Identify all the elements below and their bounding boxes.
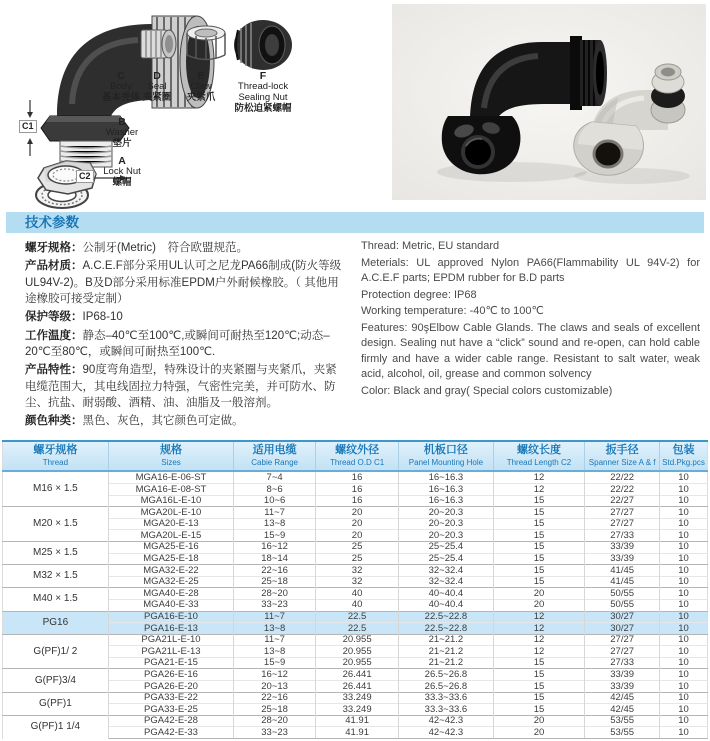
- table-row: [3, 715, 708, 727]
- table-cell: 20: [493, 715, 585, 727]
- table-cell: 32: [316, 576, 399, 588]
- spec-line-zh: 螺牙规格：公制牙(Metric) 符合欧盟规范。: [25, 242, 248, 254]
- table-row: [3, 530, 708, 542]
- column-header: 机板口径 Panel Mounting Hole: [399, 441, 493, 471]
- table-cell: 15: [493, 669, 585, 681]
- table-cell: 20~13: [234, 681, 316, 693]
- table-cell: 33~23: [234, 599, 316, 611]
- table-row: [3, 553, 708, 565]
- table-cell: 40: [316, 599, 399, 611]
- table-cell: MGA16-E-06-ST: [108, 471, 233, 483]
- table-cell: 10: [660, 646, 708, 658]
- spec-line-zh: 产品特性：90度弯角造型，特殊设计的夹紧圈与夹紧爪，夹紧电缆范围大，其电线固拉力特强，气密性完美，并可防水、防尘、抗盐、耐弱酸、酒精、油、油脂及一般溶剂。: [25, 364, 337, 409]
- dim-label-c2: C2: [76, 170, 94, 183]
- table-cell: PGA26-E-20: [108, 681, 233, 693]
- table-cell: 15: [493, 576, 585, 588]
- table-cell: 25~18: [234, 576, 316, 588]
- table-cell: 22~16: [234, 565, 316, 577]
- table-cell: 15~9: [234, 657, 316, 669]
- column-header: 包装 Std.Pkg.pcs: [660, 441, 708, 471]
- table-cell: 20: [316, 530, 399, 542]
- table-cell: 42~42.3: [399, 727, 493, 739]
- table-cell: 16~12: [234, 541, 316, 553]
- spec-line-en: Protection degree: IP68: [361, 288, 477, 301]
- table-cell: 22.5: [316, 611, 399, 623]
- table-row: [3, 495, 708, 507]
- table-cell: MGA32-E-25: [108, 576, 233, 588]
- table-cell: 13~8: [234, 646, 316, 658]
- table-header-row: [3, 441, 708, 471]
- table-row: [3, 681, 708, 693]
- table-cell: 25~25.4: [399, 553, 493, 565]
- table-cell: 21~21.2: [399, 657, 493, 669]
- table-cell: PGA21L-E-13: [108, 646, 233, 658]
- table-cell: PGA33-E-22: [108, 692, 233, 704]
- spec-line-zh: 颜色种类：黑色、灰色，其它颜色可定做。: [25, 415, 244, 428]
- table-cell: 22.5: [316, 623, 399, 635]
- table-row: [3, 599, 708, 611]
- thread-group-cell: M16 × 1.5: [3, 471, 109, 506]
- spec-line-en: Color: Black and gray( Special colors customizable): [361, 384, 613, 397]
- table-cell: MGA25-E-18: [108, 553, 233, 565]
- spec-line-zh: 产品材质：A.C.E.F部分采用UL认可之尼龙PA66制成(防火等级UL94V-2)。B及D部分采用标准EPDM户外耐候橡胶。（ 其他用途橡胶可接受定制）: [25, 260, 342, 305]
- table-cell: 32~32.4: [399, 576, 493, 588]
- table-cell: 26.5~26.8: [399, 681, 493, 693]
- table-cell: 15: [493, 507, 585, 519]
- table-cell: 50/55: [585, 599, 660, 611]
- table-cell: 22.5~22.8: [399, 623, 493, 635]
- table-row: [3, 669, 708, 681]
- table-cell: 20.955: [316, 634, 399, 646]
- table-cell: 25: [316, 553, 399, 565]
- table-row: [3, 623, 708, 635]
- table-row: [3, 727, 708, 739]
- table-row: [3, 704, 708, 716]
- table-cell: 27/27: [585, 507, 660, 519]
- table-row: [3, 646, 708, 658]
- table-cell: 10: [660, 588, 708, 600]
- table-cell: 41.91: [316, 715, 399, 727]
- table-cell: 11~7: [234, 507, 316, 519]
- table-cell: 12: [493, 634, 585, 646]
- table-cell: 27/33: [585, 657, 660, 669]
- parts-line-art: [0, 0, 392, 212]
- table-cell: MGA40-E-33: [108, 599, 233, 611]
- part-label-f: F Thread-lock Sealing Nut 防松迫紧螺帽: [234, 70, 292, 114]
- table-cell: 10: [660, 576, 708, 588]
- section-title: 技术参数: [25, 215, 79, 230]
- table-cell: 13~8: [234, 518, 316, 530]
- thread-group-cell: G(PF)1: [3, 692, 109, 715]
- part-label-e: E Claw 夹紧爪: [186, 70, 216, 103]
- table-cell: MGA25-E-16: [108, 541, 233, 553]
- table-cell: PGA33-E-25: [108, 704, 233, 716]
- table-cell: 16~16.3: [399, 495, 493, 507]
- table-cell: MGA20L-E-15: [108, 530, 233, 542]
- table-cell: 30/27: [585, 623, 660, 635]
- table-cell: 12: [493, 483, 585, 495]
- table-cell: PGA16-E-10: [108, 611, 233, 623]
- table-cell: 15: [493, 495, 585, 507]
- table-cell: 10: [660, 623, 708, 635]
- table-cell: 53/55: [585, 715, 660, 727]
- table-cell: 12: [493, 471, 585, 483]
- table-cell: 33.249: [316, 704, 399, 716]
- table-cell: 28~20: [234, 715, 316, 727]
- table-cell: 8~6: [234, 483, 316, 495]
- column-header: 螺纹外径 Thread O.D C1: [316, 441, 399, 471]
- table-cell: 22.5~22.8: [399, 611, 493, 623]
- table-cell: 15: [493, 565, 585, 577]
- table-cell: 32~32.4: [399, 565, 493, 577]
- table-cell: 10: [660, 669, 708, 681]
- table-row: [3, 657, 708, 669]
- table-cell: 16: [316, 495, 399, 507]
- spec-line-en: Features: 90şElbow Cable Glands. The claws and seals of excellent design. Sealing nut have a “click” sound and re-open, can hold cable firmly and have a wider cable range. Resistant to salt water, weak acid, alcohol, oil, grease and common solvency: [361, 321, 700, 380]
- table-row: [3, 588, 708, 600]
- table-cell: 22/22: [585, 471, 660, 483]
- table-cell: 12: [493, 611, 585, 623]
- table-cell: 16~12: [234, 669, 316, 681]
- table-cell: 16: [316, 471, 399, 483]
- section-header-bar: [6, 212, 704, 233]
- part-label-b: B Washer 垫片: [105, 116, 139, 149]
- table-cell: 50/55: [585, 588, 660, 600]
- table-cell: 41/45: [585, 565, 660, 577]
- table-cell: 25~18: [234, 704, 316, 716]
- table-cell: 10: [660, 483, 708, 495]
- table-cell: 15: [493, 692, 585, 704]
- table-cell: PGA42-E-33: [108, 727, 233, 739]
- table-cell: 10: [660, 565, 708, 577]
- table-cell: 33/39: [585, 669, 660, 681]
- table-cell: 15: [493, 553, 585, 565]
- column-header: 螺牙规格 Thread: [3, 441, 109, 471]
- table-cell: 10: [660, 471, 708, 483]
- table-cell: 26.441: [316, 681, 399, 693]
- column-header: 螺纹长度 Thread Length C2: [493, 441, 585, 471]
- table-cell: 32: [316, 565, 399, 577]
- part-label-a: A Lock Nut 螺帽: [103, 155, 141, 188]
- table-cell: MGA16L-E-10: [108, 495, 233, 507]
- table-row: [3, 576, 708, 588]
- table-cell: 10: [660, 634, 708, 646]
- table-cell: 27/33: [585, 530, 660, 542]
- table-cell: 20~20.3: [399, 518, 493, 530]
- table-cell: 10: [660, 715, 708, 727]
- table-cell: 40~40.4: [399, 599, 493, 611]
- table-cell: 53/55: [585, 727, 660, 739]
- table-cell: 20: [316, 518, 399, 530]
- table-cell: 10: [660, 495, 708, 507]
- thread-group-cell: G(PF)1/ 2: [3, 634, 109, 669]
- table-cell: 21~21.2: [399, 634, 493, 646]
- table-row: [3, 518, 708, 530]
- spec-line-en: Meterials: UL approved Nylon PA66(Flammability UL 94V-2) for A.C.E.F parts; EPDM rubber for B.D parts: [361, 256, 700, 284]
- table-cell: 22~16: [234, 692, 316, 704]
- table-cell: 12: [493, 646, 585, 658]
- table-row: [3, 634, 708, 646]
- table-cell: 10: [660, 611, 708, 623]
- spec-text-english: [361, 239, 700, 432]
- table-cell: 33~23: [234, 727, 316, 739]
- table-cell: 10: [660, 692, 708, 704]
- table-cell: 28~20: [234, 588, 316, 600]
- column-header: 适用电缆 Cabie Range: [234, 441, 316, 471]
- spec-text-section: [0, 239, 710, 432]
- table-cell: MGA16-E-08-ST: [108, 483, 233, 495]
- table-cell: MGA20L-E-10: [108, 507, 233, 519]
- table-row: [3, 507, 708, 519]
- table-cell: 25: [316, 541, 399, 553]
- table-cell: 33.3~33.6: [399, 704, 493, 716]
- table-cell: 10: [660, 681, 708, 693]
- table-cell: 10: [660, 553, 708, 565]
- table-cell: 41/45: [585, 576, 660, 588]
- table-cell: 20: [493, 727, 585, 739]
- table-cell: 15: [493, 541, 585, 553]
- table-cell: 33/39: [585, 541, 660, 553]
- table-row: [3, 471, 708, 483]
- table-cell: 26.441: [316, 669, 399, 681]
- table-cell: MGA20-E-13: [108, 518, 233, 530]
- column-header: 规格 Sizes: [108, 441, 233, 471]
- table-cell: 11~7: [234, 611, 316, 623]
- table-cell: 15: [493, 681, 585, 693]
- table-cell: 20: [493, 588, 585, 600]
- thread-group-cell: M25 × 1.5: [3, 541, 109, 564]
- dim-label-c1: C1: [19, 120, 37, 133]
- table-cell: 10: [660, 704, 708, 716]
- table-cell: 20.955: [316, 646, 399, 658]
- exploded-parts-diagram: [0, 0, 392, 212]
- table-cell: 10: [660, 541, 708, 553]
- table-cell: 15: [493, 518, 585, 530]
- table-cell: 27/27: [585, 634, 660, 646]
- table-cell: MGA32-E-22: [108, 565, 233, 577]
- table-cell: 15: [493, 704, 585, 716]
- table-cell: 41.91: [316, 727, 399, 739]
- table-cell: 33.249: [316, 692, 399, 704]
- table-cell: 40~40.4: [399, 588, 493, 600]
- part-label-c: C Body 基本壳体: [101, 70, 140, 103]
- table-cell: 10~6: [234, 495, 316, 507]
- table-cell: 42~42.3: [399, 715, 493, 727]
- column-header: 扳手径 Spanner Size A & f: [585, 441, 660, 471]
- table-row: [3, 483, 708, 495]
- part-label-d: D Seal 夹紧圈: [142, 70, 172, 103]
- table-cell: 7~4: [234, 471, 316, 483]
- table-cell: 13~8: [234, 623, 316, 635]
- table-cell: MGA40-E-28: [108, 588, 233, 600]
- table-cell: 42/45: [585, 692, 660, 704]
- table-cell: 15: [493, 530, 585, 542]
- spec-line-en: Thread: Metric, EU standard: [361, 240, 500, 252]
- table-cell: 21~21.2: [399, 646, 493, 658]
- table-row: [3, 611, 708, 623]
- table-cell: 33/39: [585, 553, 660, 565]
- table-cell: 10: [660, 657, 708, 669]
- table-cell: 16: [316, 483, 399, 495]
- spec-line-en: Working temperature: -40℃ to 100℃: [361, 305, 544, 317]
- table-row: [3, 692, 708, 704]
- thread-group-cell: G(PF)1 1/4: [3, 715, 109, 738]
- table-cell: 16~16.3: [399, 483, 493, 495]
- thread-group-cell: G(PF)3/4: [3, 669, 109, 692]
- table-cell: 20.955: [316, 657, 399, 669]
- table-row: [3, 541, 708, 553]
- thread-group-cell: M40 × 1.5: [3, 588, 109, 611]
- table-cell: PGA16-E-13: [108, 623, 233, 635]
- table-cell: PGA42-E-28: [108, 715, 233, 727]
- table-cell: 10: [660, 599, 708, 611]
- spec-line-zh: 工作温度：静态–40℃至100℃,或瞬间可耐热至120℃;动态–20℃至80℃，或瞬间可耐热至100℃.: [25, 329, 330, 358]
- table-cell: 33.3~33.6: [399, 692, 493, 704]
- table-cell: 22/27: [585, 495, 660, 507]
- table-cell: 27/27: [585, 518, 660, 530]
- table-cell: 10: [660, 507, 708, 519]
- table-cell: 18~14: [234, 553, 316, 565]
- table-cell: 22/22: [585, 483, 660, 495]
- product-photo: [392, 4, 706, 200]
- thread-group-cell: M32 × 1.5: [3, 565, 109, 588]
- table-cell: PGA21-E-15: [108, 657, 233, 669]
- table-cell: 15~9: [234, 530, 316, 542]
- table-cell: 16~16.3: [399, 471, 493, 483]
- table-row: [3, 565, 708, 577]
- spec-text-chinese: [25, 239, 345, 432]
- table-cell: 40: [316, 588, 399, 600]
- table-cell: 11~7: [234, 634, 316, 646]
- table-cell: 26.5~26.8: [399, 669, 493, 681]
- table-cell: 42/45: [585, 704, 660, 716]
- table-cell: 27/27: [585, 646, 660, 658]
- table-cell: 15: [493, 657, 585, 669]
- table-cell: 30/27: [585, 611, 660, 623]
- table-cell: 25~25.4: [399, 541, 493, 553]
- table-cell: 10: [660, 530, 708, 542]
- table-cell: 33/39: [585, 681, 660, 693]
- thread-group-cell: M20 × 1.5: [3, 507, 109, 542]
- table-cell: 20~20.3: [399, 530, 493, 542]
- table-cell: 20~20.3: [399, 507, 493, 519]
- table-cell: PGA26-E-16: [108, 669, 233, 681]
- table-cell: 20: [493, 599, 585, 611]
- table-cell: 20: [316, 507, 399, 519]
- table-cell: 10: [660, 727, 708, 739]
- table-cell: 12: [493, 623, 585, 635]
- table-cell: PGA21L-E-10: [108, 634, 233, 646]
- thread-group-cell: PG16: [3, 611, 109, 634]
- table-cell: 10: [660, 518, 708, 530]
- spec-line-zh: 保护等级：IP68-10: [25, 311, 123, 324]
- spec-table: [2, 440, 708, 739]
